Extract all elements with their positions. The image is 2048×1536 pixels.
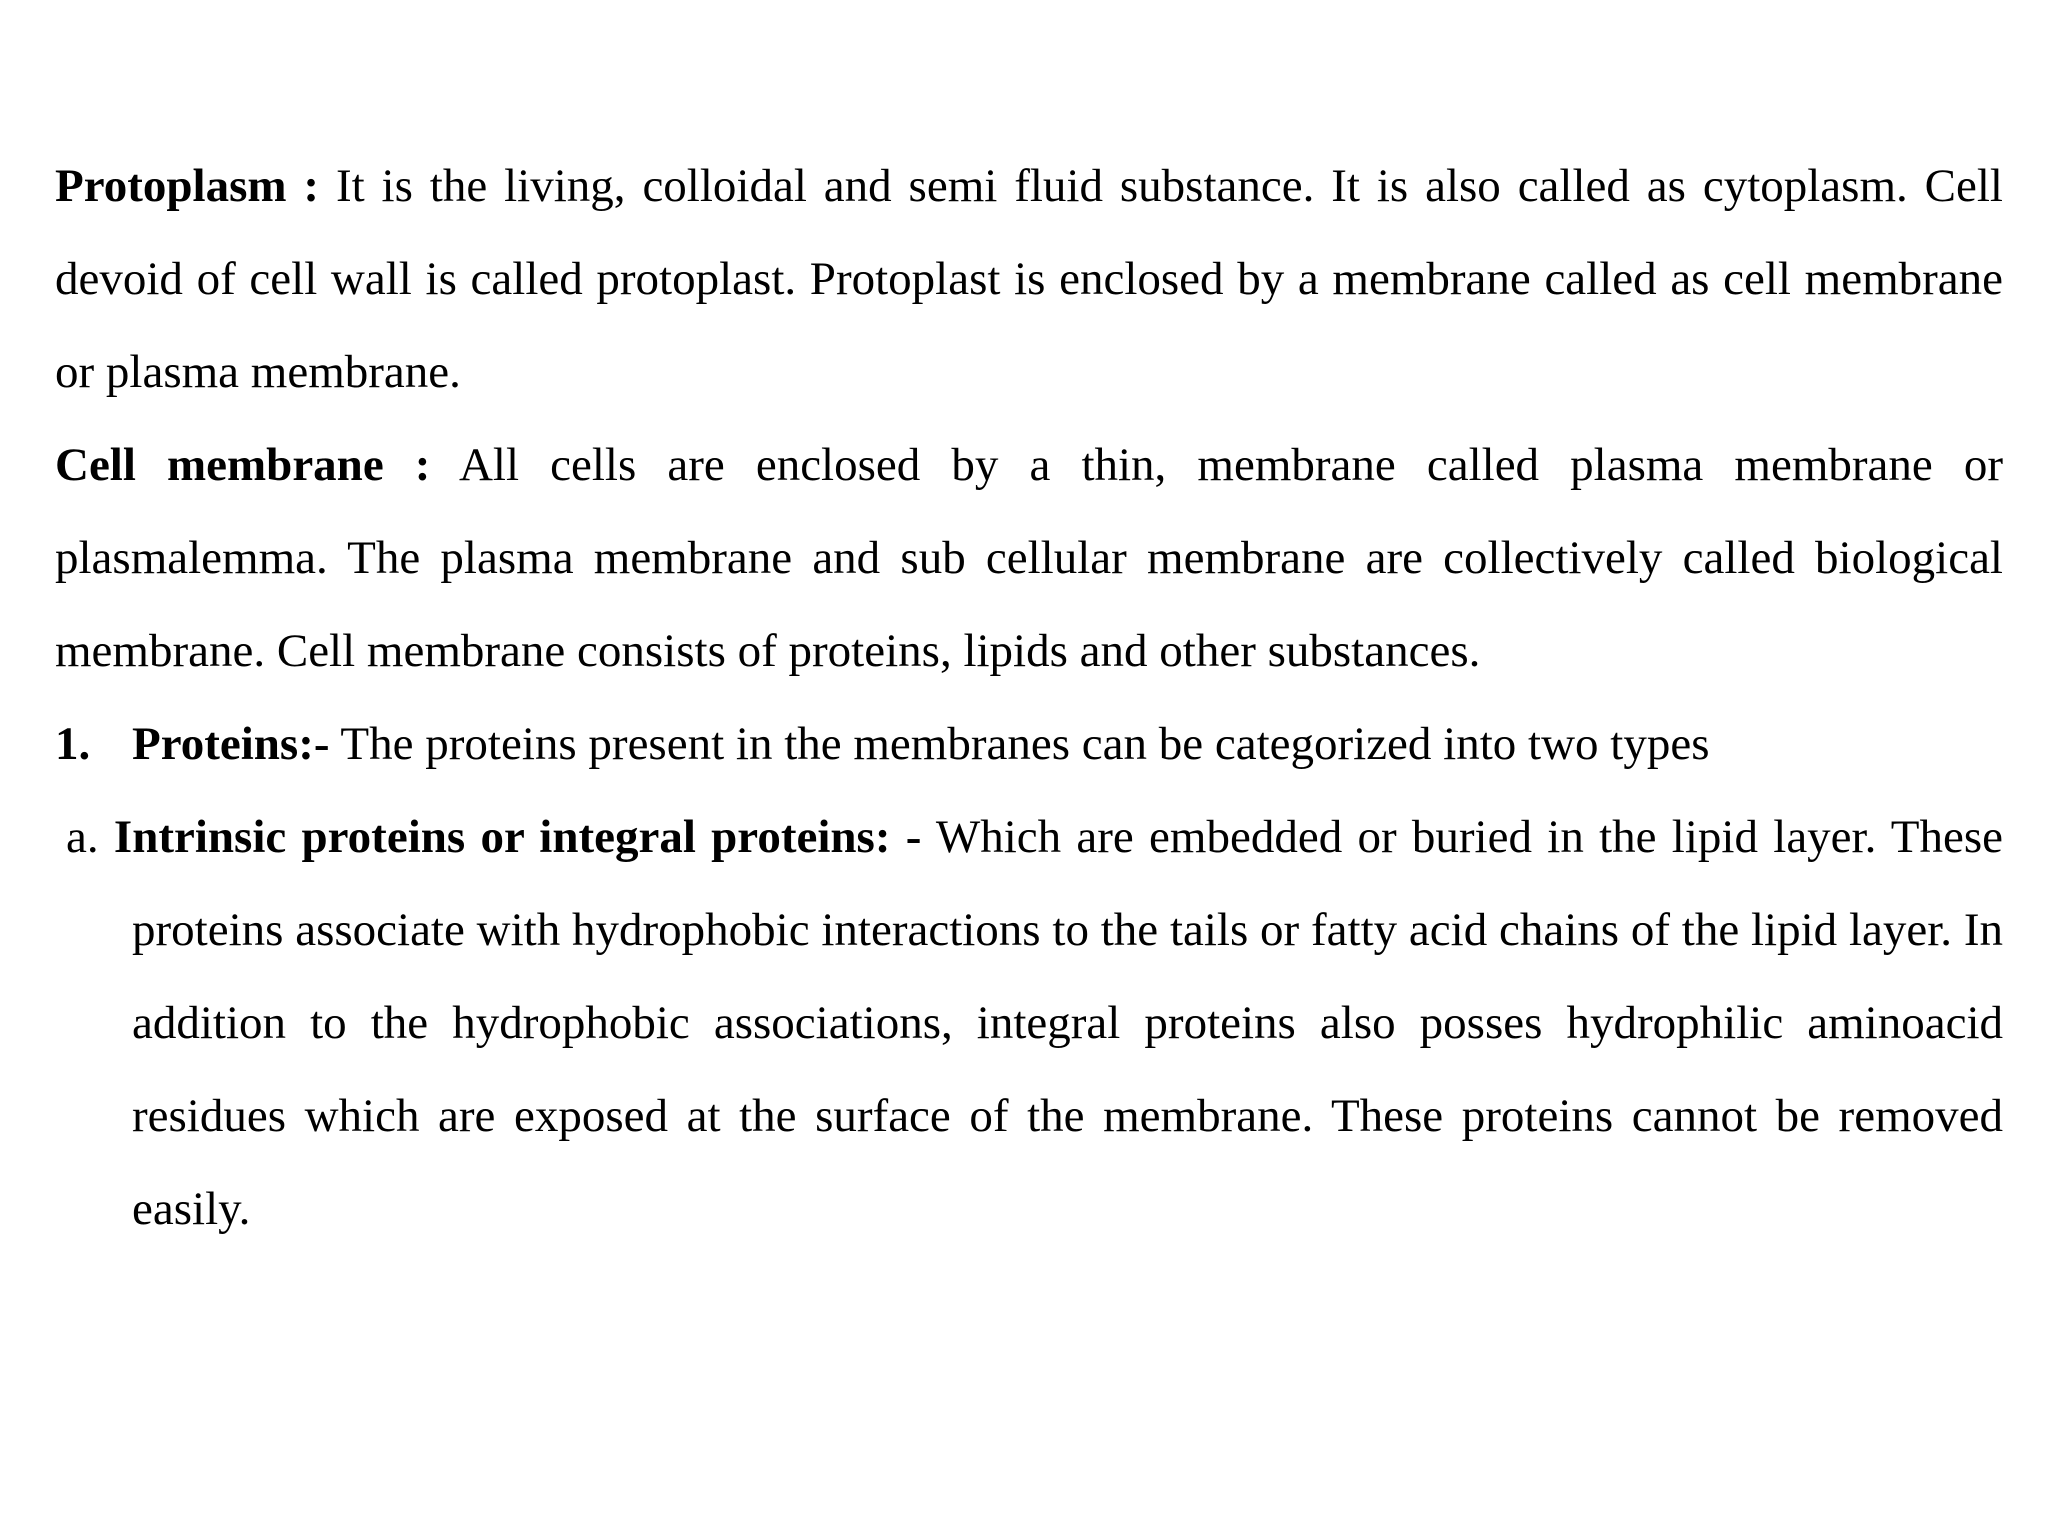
slide-content [55, 140, 2003, 1256]
list-number: 1. [55, 718, 91, 770]
list-item-proteins [55, 698, 2003, 791]
protoplasm-definition: It is the living, colloidal and semi fluid substance. It is also called as cytoplasm. Cell devoid of cell wall is called protoplast. Protoplast is enclosed by a membrane called as cell membrane or plasma membrane. [55, 160, 2003, 398]
protoplasm-term: Protoplasm : [55, 160, 320, 212]
intrinsic-proteins-term: Intrinsic proteins or integral proteins: - [113, 811, 922, 863]
sub-item-intrinsic-proteins [55, 791, 2003, 1256]
protoplasm-paragraph [55, 140, 2003, 419]
cell-membrane-definition: All cells are enclosed by a thin, membrane called plasma membrane or plasmalemma. The plasma membrane and sub cellular membrane are collectively called biological membrane. Cell membrane consists of proteins, lipids and other substances. [55, 439, 2004, 677]
proteins-text: The proteins present in the membranes can be categorized into two types [329, 718, 1710, 770]
proteins-term: Proteins:- [132, 718, 330, 770]
cell-membrane-term: Cell membrane : [55, 439, 431, 491]
cell-membrane-paragraph [55, 419, 2003, 698]
list-item-body [132, 698, 1710, 791]
sub-item-letter: a. [66, 811, 114, 863]
intrinsic-proteins-text: Which are embedded or buried in the lipid layer. These proteins associate with hydrophobic interactions to the tails or fatty acid chains of the lipid layer. In addition to the hydrophobic associations, integral proteins also posses hydrophilic aminoacid residues which are exposed at the surface of the membrane. These proteins cannot be removed easily. [132, 811, 2003, 1235]
